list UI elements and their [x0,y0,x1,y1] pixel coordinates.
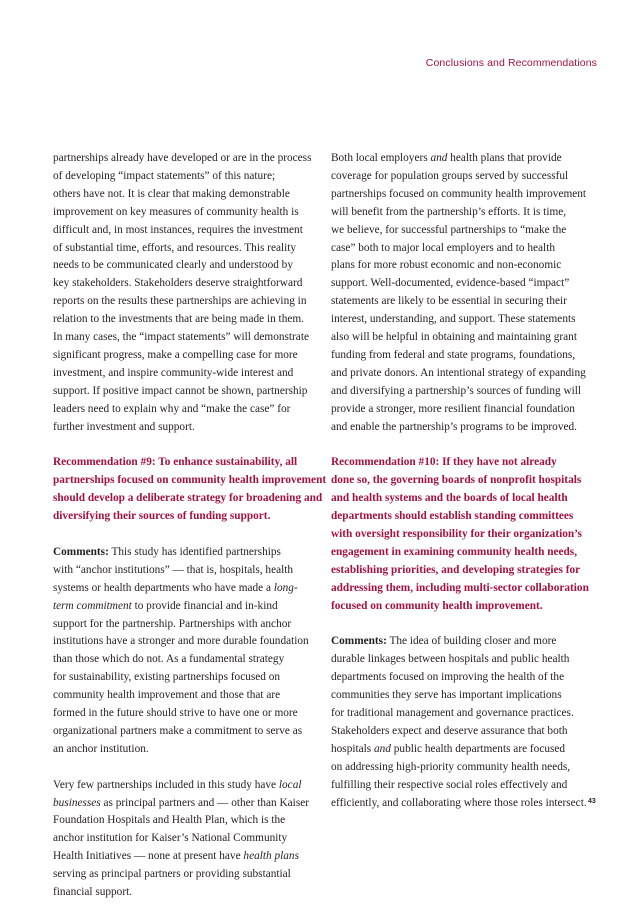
page-number: 43 [588,798,596,805]
section-header: Conclusions and Recommendations [425,57,597,69]
recommendation-10: Recommendation #10: If they have not already done so, the governing boards of nonprofit hospitals and health systems and the boards of local health departments should establish standing committees with oversight responsibility for their organization’s engagement in examining community health needs, establishing priorities, and developing strategies for addressing them, including multi-sector collaboration focused on community health improvement. [331,456,589,612]
comments-paragraph-right: Comments: The idea of building closer and more durable linkages between hospitals and public health departments focused on improving the health of the communities they serve has important implications for traditional management and governance practices. Stakeholders expect and deserve assurance that both hospitals and public health departments are focused on addressing high-priority community health needs, fulfilling their respective social roles effectively and efficiently, and collaborating where those roles intersect. [331,635,587,809]
comments-label: Comments: [53,545,109,558]
left-column [53,150,327,920]
recommendation-9: Recommendation #9: To enhance sustainability, all partnerships focused on community health improvement should develop a deliberate strategy for broadening and diversifying their sources of funding support. [53,456,327,523]
comments-paragraph-left: Comments: This study has identified partnerships with “anchor institutions” — that is, hospitals, health systems or health departments who have made a long- term commitment to provide financial and in-kind support for the partnership. Partnerships with anchor institutions have a stronger and more durable foundation than those which do not. As a fundamental strategy for sustainability, existing partnerships focused on community health improvement and those that are formed in the future should strive to have one or more organizational partners make a commitment to serve as an anchor institution. [53,545,309,755]
employers-health-plans-paragraph: Both local employers and health plans that provide coverage for population groups served by successful partnerships focused on community health improvement will benefit from the partnership’s efforts. It is time, we believe, for successful partnerships to “make the case” both to major local employers and to health plans for more robust economic and non-economic support. Well-documented, evidence-based “impact” statements are likely to be essential in securing their interest, understanding, and support. These statements also will be helpful in obtaining and maintaining grant funding from federal and state programs, foundations, and private donors. An intentional strategy of expanding and diversifying a partnership’s sources of funding will provide a stronger, more resilient financial foundation and enable the partnership’s programs to be improved. [331,152,587,433]
right-column [331,150,597,830]
local-businesses-paragraph: Very few partnerships included in this study have local businesses as principal partners and — other than Kaiser Foundation Hospitals and Health Plan, which is the anchor institution for Kaiser’s National Community Health Initiatives — none at present have health plans serving as principal partners or providing substantial financial support. [53,778,309,899]
impact-statements-paragraph: partnerships already have developed or are in the process of developing “impact statements” of this nature; others have not. It is clear that making demonstrable improvement on key measures of community health is difficult and, in most instances, requires the investment of substantial time, efforts, and resources. This reality needs to be communicated clearly and understood by key stakeholders. Stakeholders deserve straightforward reports on the results these partnerships are achieving in relation to the investments that are being made in them. In many cases, the “impact statements” will demonstrate significant progress, make a compelling case for more investment, and inspire community-wide interest and support. If positive impact cannot be shown, partnership leaders need to explain why and “make the case” for further investment and support. [53,152,312,433]
comments-label: Comments: [331,635,387,648]
